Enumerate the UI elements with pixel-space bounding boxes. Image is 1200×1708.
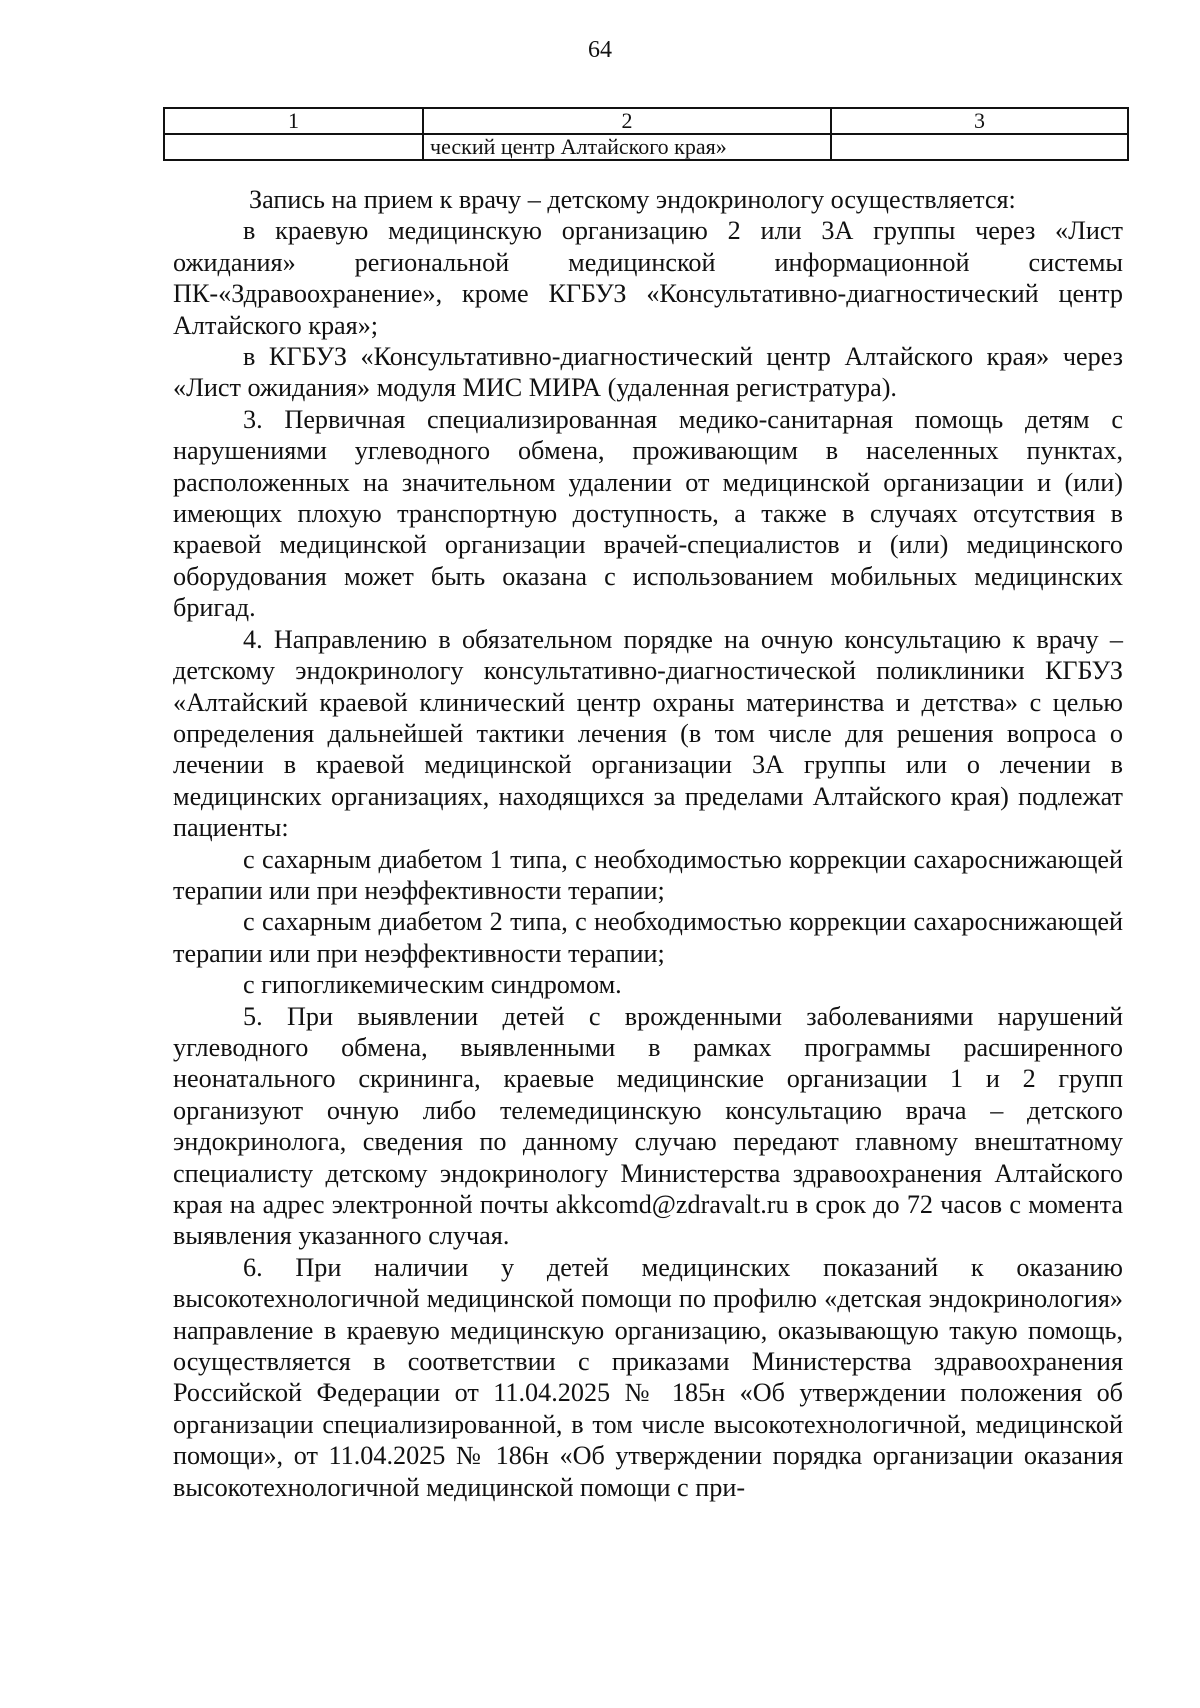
paragraph: 4. Направлению в обязательном порядке на очную консультацию к врачу – детскому эндокринологу консультативно-диагностической поликлиники КГБУЗ «Алтайский краевой клинический центр охраны материнства и детства» с целью определения дальнейшей тактики лечения (в том числе для решения вопроса о лечении в краевой медицинской организации 3А группы или о лечении в медицинских организациях, находящихся за пределами Алтайского края) подлежат пациенты: xyxy=(173,624,1123,843)
paragraph: с сахарным диабетом 2 типа, с необходимостью коррекции сахароснижающей терапии или при неэффективности терапии; xyxy=(173,907,1123,968)
paragraph: Запись на прием к врачу – детскому эндокринологу осуществляется: xyxy=(249,185,1016,214)
paragraph: 3. Первичная специализированная медико-санитарная помощь детям с нарушениями углеводного обмена, проживающим в населенных пунктах, расположенных на значительном удалении от медицинской организации и (или) имеющих плохую транспортную доступность, а также в случаях отсутствия в краевой медицинской организации врачей-специалистов и (или) медицинского оборудования может быть оказана с использованием мобильных медицинских бригад. xyxy=(173,404,1123,623)
paragraph: с сахарным диабетом 1 типа, с необходимостью коррекции сахароснижающей терапии или при неэффективности терапии; xyxy=(173,844,1123,905)
page-number: 64 xyxy=(588,37,612,63)
table-row xyxy=(164,134,1128,160)
table-cell xyxy=(831,134,1128,160)
table-column-number: 1 xyxy=(164,108,423,134)
table-column-number: 2 xyxy=(423,108,831,134)
table-column-number: 3 xyxy=(831,108,1128,134)
table-cell: ческий центр Алтайского края» xyxy=(423,134,831,160)
paragraph: 6. При наличии у детей медицинских показаний к оказанию высокотехнологичной медицинской помощи по профилю «детская эндокринология» направление в краевую медицинскую организацию, оказывающую такую помощь, осуществляется в соответствии с приказами Министерства здравоохранения Российской Федерации от 11.04.2025 № 185н «Об утверждении положения об организации специализированной, в том числе высокотехнологичной, медицинской помощи», от 11.04.2025 № 186н «Об утверждении порядка организации оказания высокотехнологичной медицинской помощи с при- xyxy=(173,1252,1123,1502)
document-body xyxy=(173,184,1123,1503)
table-header-row xyxy=(164,108,1128,134)
paragraph: с гипогликемическим синдромом. xyxy=(243,970,622,1000)
paragraph: в КГБУЗ «Консультативно-диагностический центр Алтайского края» через «Лист ожидания» модуля МИС МИРА (удаленная регистратура). xyxy=(173,342,1123,403)
paragraph: 5. При выявлении детей с врожденными заболеваниями нарушений углеводного обмена, выявленными в рамках программы расширенного неонатального скрининга, краевые медицинские организации 1 и 2 групп организуют очную либо телемедицинскую консультацию врача – детского эндокринолога, сведения по данному случаю передают главному внештатному специалисту детскому эндокринологу Министерства здравоохранения Алтайского края на адрес электронной почты akkcomd@zdravalt.ru в срок до 72 часов с момента выявления указанного случая. xyxy=(173,1001,1123,1251)
continued-table xyxy=(163,107,1129,161)
paragraph: в краевую медицинскую организацию 2 или 3А группы через «Лист ожидания» региональной медицинской информационной системы ПК-«Здравоохранение», кроме КГБУЗ «Консультативно-диагностический центр Алтайского края»; xyxy=(173,216,1123,340)
table-cell xyxy=(164,134,423,160)
